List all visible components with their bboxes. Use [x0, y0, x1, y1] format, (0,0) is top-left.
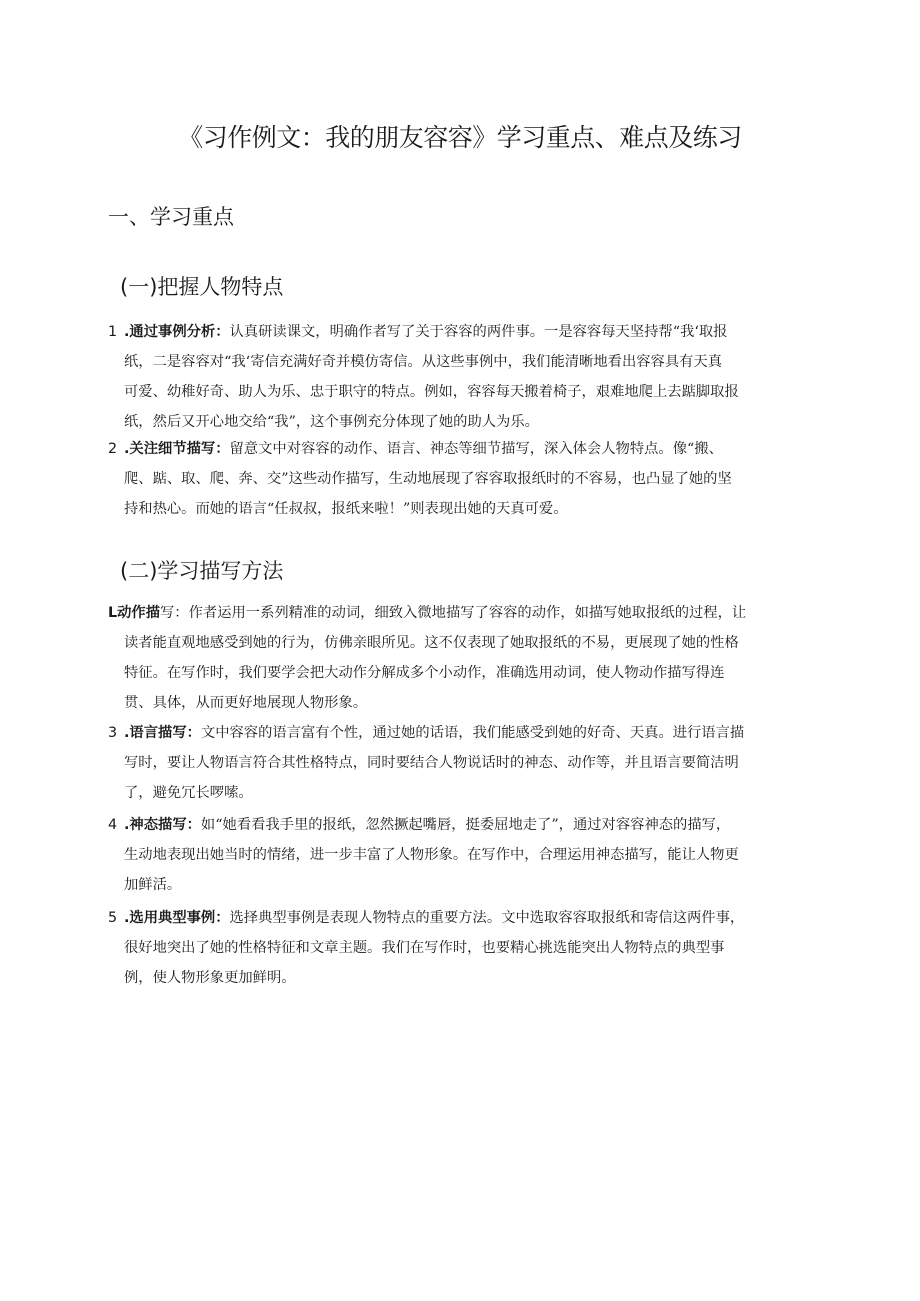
item-lead: .选用典型事例：	[124, 910, 230, 926]
paragraph-line: 纸，二是容容对“我‘寄信充满好奇并模仿寄信。从这些事例中，我们能清晰地看出容容具有天真	[124, 354, 723, 370]
paragraph-line: 例，使人物形象更加鲜明。	[124, 970, 296, 986]
paragraph-detail-description	[108, 434, 808, 524]
item-lead: .神态描写：	[124, 817, 201, 833]
line-text: 写：作者运用一系列精准的动词，细致入微地描写了容容的动作，如描写她取报纸的过程，让	[160, 605, 747, 621]
item-lead: L动作描	[108, 605, 161, 621]
line-text: 选择典型事例是表现人物特点的重要方法。文中选取容容取报纸和寄信这两件事，	[229, 910, 745, 926]
paragraph-line	[108, 810, 808, 840]
line-text: 如“她看看我手里的报纸，忽然撅起嘴唇，挺委屈地走了”，通过对容容神态的描写，	[200, 817, 731, 833]
document-title: 《习作例文：我的朋友容容》学习重点、难点及练习	[178, 123, 742, 152]
paragraph-line: 爬、踮、取、爬、奔、交”这些动作描写，生动地展现了容容取报纸时的不容易，也凸显了她的坚	[124, 471, 732, 487]
paragraph-line: 生动地表现出她当时的情绪，进一步丰富了人物形象。在写作中，合理运用神态描写，能让人物更	[124, 847, 739, 863]
section-heading-study-focus: 一、学习重点	[108, 205, 234, 229]
paragraph-line	[108, 317, 808, 347]
item-number: 3	[108, 725, 118, 741]
item-lead: .关注细节描写：	[124, 441, 230, 457]
paragraph-line	[108, 598, 808, 628]
paragraph-typical-examples	[108, 903, 808, 993]
item-lead: .语言描写：	[124, 725, 201, 741]
item-number: 4	[108, 817, 118, 833]
item-number: 1	[108, 324, 118, 340]
paragraph-line: 可爱、幼稚好奇、助人为乐、忠于职守的特点。例如，容容每天搬着椅子，艰难地爬上去踮脚取报	[124, 384, 739, 400]
item-number: 2	[108, 441, 118, 457]
paragraph-line: 特征。在写作时，我们要学会把大动作分解成多个小动作，准确选用动词，使人物动作描写得连	[124, 665, 725, 681]
paragraph-line: 贯、具体，从而更好地展现人物形象。	[124, 695, 368, 711]
paragraph-line	[108, 903, 808, 933]
paragraph-line: 了，避免冗长啰嗦。	[124, 785, 253, 801]
subsection-heading-character-traits: (一)把握人物特点	[120, 275, 284, 299]
line-text: 留意文中对容容的动作、语言、神态等细节描写，深入体会人物特点。像“搬、	[229, 441, 723, 457]
paragraph-line	[108, 718, 808, 748]
paragraph-line: 读者能直观地感受到她的行为，仿佛亲眼所见。这不仅表现了她取报纸的不易，更展现了她的性格	[124, 635, 739, 651]
paragraph-line: 加鲜活。	[124, 877, 182, 893]
paragraph-line: 写时，要让人物语言符合其性格特点，同时要结合人物说话时的神态、动作等，并且语言要简洁明	[124, 755, 739, 771]
paragraph-line	[108, 434, 808, 464]
line-text: 文中容容的语言富有个性，通过她的话语，我们能感受到她的好奇、天真。进行语言描	[200, 725, 745, 741]
paragraph-line: 纸，然后又开心地交给“我”，这个事例充分体现了她的助人为乐。	[124, 414, 539, 430]
line-text: 认真研读课文，明确作者写了关于容容的两件事。一是容容每天坚持帮“我‘取报	[229, 324, 728, 340]
paragraph-event-analysis	[108, 317, 808, 437]
item-lead: .通过事例分析：	[124, 324, 230, 340]
paragraph-line: 持和热心。而她的语言“任叔叔，报纸来啦！”则表现出她的天真可爱。	[124, 501, 568, 517]
paragraph-expression-description	[108, 810, 808, 900]
subsection-heading-description-methods: (二)学习描写方法	[120, 559, 284, 583]
item-number: 5	[108, 910, 118, 926]
paragraph-action-description	[108, 598, 808, 718]
paragraph-line: 很好地突出了她的性格特征和文章主题。我们在写作时，也要精心挑选能突出人物特点的典型事	[124, 940, 725, 956]
paragraph-language-description	[108, 718, 808, 808]
